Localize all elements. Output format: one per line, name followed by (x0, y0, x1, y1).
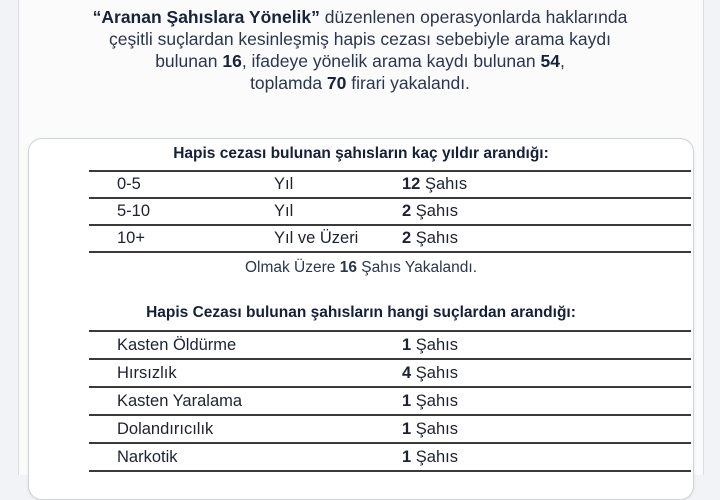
intro-line4: toplamda 70 firari yakalandı. (250, 73, 470, 93)
table-row (89, 444, 691, 472)
intro-line1: düzenlenen operasyonlarda haklarında (319, 7, 628, 27)
years-range: 10+ (117, 229, 145, 247)
table-row (89, 172, 691, 199)
table-row (89, 226, 691, 253)
table-row (89, 360, 691, 388)
intro-line3: bulunan 16, ifadeye yönelik arama kaydı bulunan 54, (155, 51, 565, 71)
years-range: 0-5 (117, 175, 141, 193)
stats-card (28, 138, 694, 500)
count-cell: 1 Şahıs (402, 420, 458, 438)
table-row (89, 416, 691, 444)
crime-name: Kasten Öldürme (117, 336, 237, 354)
years-table (89, 170, 691, 253)
crimes-table (89, 330, 691, 472)
table2-heading: Hapis Cezası bulunan şahısların hangi suçlardan arandığı: (146, 304, 576, 321)
count-cell: 1 Şahıs (402, 392, 458, 410)
intro-operation-name: “Aranan Şahıslara Yönelik” (92, 7, 320, 27)
intro-paragraph (40, 6, 680, 94)
table-row (89, 199, 691, 226)
crime-name: Kasten Yaralama (117, 392, 243, 410)
crime-name: Narkotik (117, 448, 178, 466)
count-cell: 1 Şahıs (402, 336, 458, 354)
table1-heading: Hapis cezası bulunan şahısların kaç yıldır arandığı: (173, 145, 549, 162)
count-cell: 12 Şahıs (402, 175, 468, 193)
count-cell: 1 Şahıs (402, 448, 458, 466)
table-row (89, 388, 691, 416)
count-cell: 4 Şahıs (402, 364, 458, 382)
intro-count-54: 54 (540, 51, 560, 71)
count-cell: 2 Şahıs (402, 202, 458, 220)
count-cell: 2 Şahıs (402, 229, 458, 247)
crime-name: Dolandırıcılık (117, 420, 214, 438)
intro-count-70: 70 (326, 73, 347, 93)
years-range: 5-10 (117, 202, 151, 220)
years-unit: Yıl ve Üzeri (274, 229, 359, 247)
years-unit: Yıl (274, 202, 294, 220)
table1-summary: Olmak Üzere 16 Şahıs Yakalandı. (244, 259, 478, 276)
crime-name: Hırsızlık (117, 364, 177, 382)
table-row (89, 332, 691, 360)
intro-count-16: 16 (222, 51, 242, 71)
years-unit: Yıl (274, 175, 294, 193)
intro-line2: çeşitli suçlardan kesinleşmiş hapis cezası sebebiyle arama kaydı (109, 29, 611, 49)
